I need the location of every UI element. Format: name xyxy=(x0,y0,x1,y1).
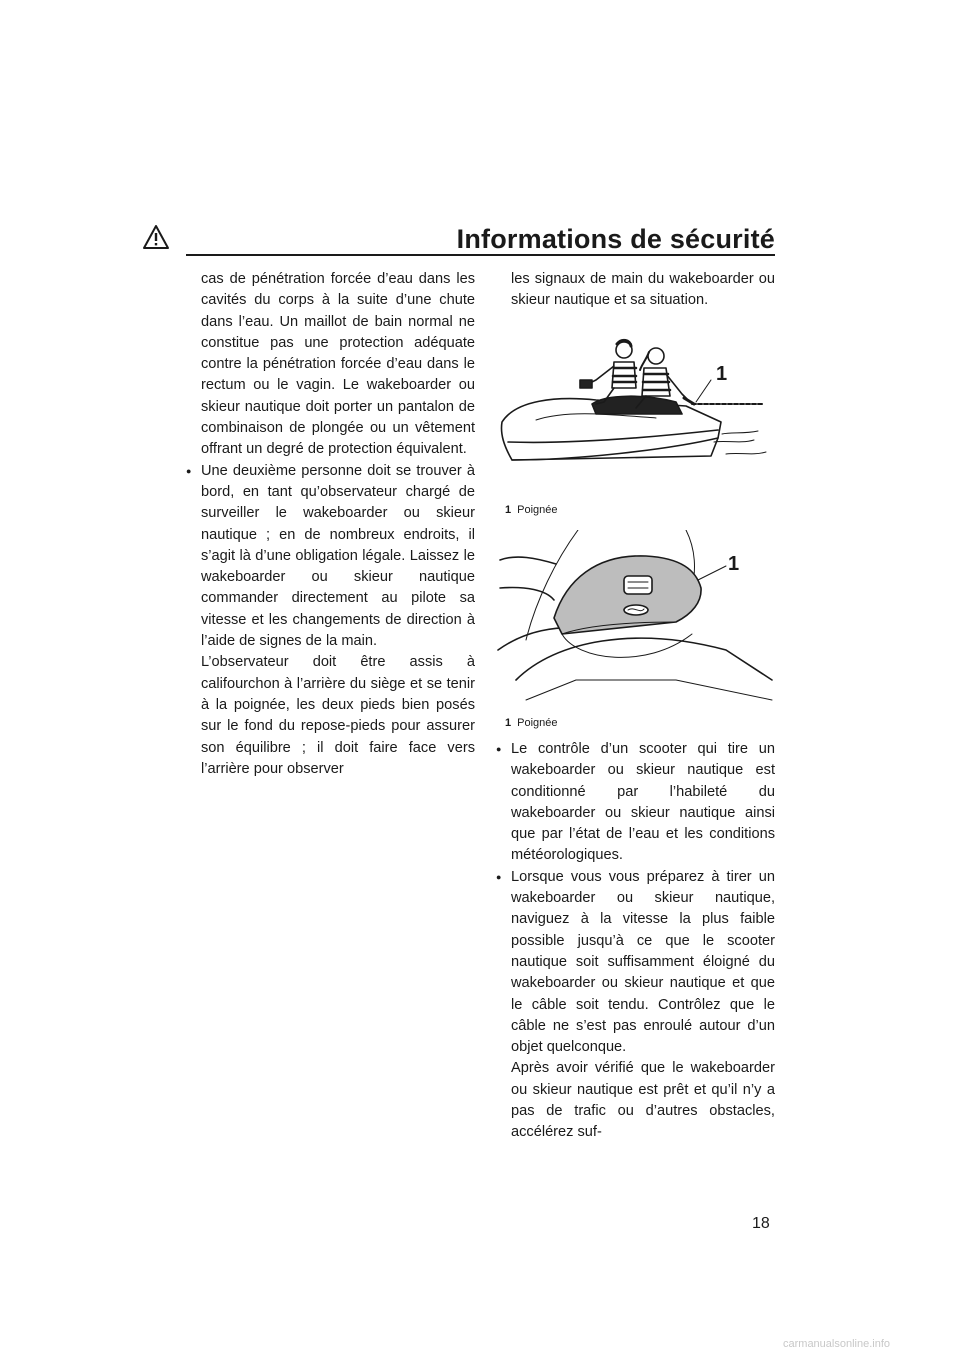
bullet-item: ● Une deuxième personne doit se trouver à bord, en tant qu’observateur chargé de surveiller le wakeboarder ou skieur nautique ; en de nombreux endroits, il s’agit là d’une obligation légale. Laissez le wakeboarder ou skieur nautique commander directement au pilote sa vitesse et les changements de direction à l’aide de signes de la main. xyxy=(186,461,475,653)
figure-grab-handle xyxy=(496,530,776,710)
page-title: Informations de sécurité xyxy=(456,224,775,254)
bullet-item: ● Le contrôle d’un scooter qui tire un wakeboarder ou skieur nautique est conditionné par l’habileté du wakeboarder ou skieur nautique ainsi que par l’état de l’eau et les conditions météorologiques. xyxy=(496,739,775,867)
figure-watercraft-riders xyxy=(496,330,776,480)
caption-text: Poignée xyxy=(517,717,558,729)
watermark: carmanualsonline.info xyxy=(783,1338,891,1350)
callout-number: 1 xyxy=(728,553,740,575)
figure-caption xyxy=(505,503,558,517)
figure-caption xyxy=(505,716,558,730)
right-column-top xyxy=(496,269,775,312)
right-column-bottom xyxy=(496,739,775,1144)
caption-number: 1 xyxy=(505,504,512,516)
bullet-item: ● Lorsque vous vous préparez à tirer un wakeboarder ou skieur nautique, naviguez à la vitesse la plus faible possible jusqu’à ce que le scooter nautique soit suffisamment éloigné du wakeboarder ou skieur nautique et que le câble soit tendu. Contrôlez que le câble ne s’est pas enroulé autour d’un objet quelconque. xyxy=(496,867,775,1059)
page-number: 18 xyxy=(752,1215,770,1232)
paragraph: Après avoir vérifié que le wakeboarder ou skieur nautique est prêt et qu’il n’y a pas de trafic ou d’autres obstacles, accélérez suf- xyxy=(511,1060,775,1141)
caption-text: Poignée xyxy=(517,504,558,516)
header-rule xyxy=(186,254,775,256)
caption-number: 1 xyxy=(505,717,512,729)
warning-triangle-icon xyxy=(142,224,170,250)
paragraph: L’observateur doit être assis à califourchon à l’arrière du siège et se tenir à la poignée, les deux pieds bien posés sur le fond du repose-pieds pour assurer son équilibre ; il doit faire face vers l’arrière pour observer xyxy=(201,654,475,777)
callout-number: 1 xyxy=(716,363,728,385)
paragraph: cas de pénétration forcée d’eau dans les cavités du corps à la suite d’une chute dans l’eau. Un maillot de bain normal ne constitue pas une protection adéquate contre la pénétration forcée d’eau dans le rectum ou le vagin. Le wakeboarder ou skieur nautique doit porter un pantalon de combinaison de plongée ou un vêtement offrant un degré de protection équivalent. xyxy=(201,271,475,458)
left-column xyxy=(186,269,475,780)
paragraph: les signaux de main du wakeboarder ou skieur nautique et sa situation. xyxy=(511,271,775,309)
